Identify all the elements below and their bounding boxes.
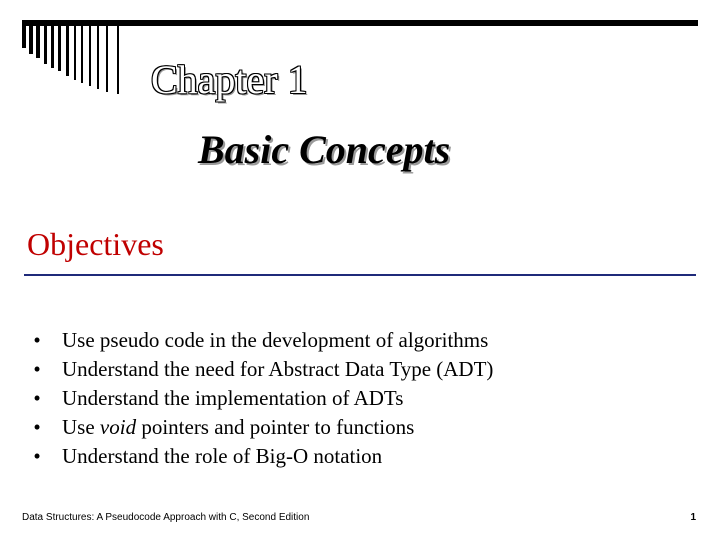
emphasized-keyword: void [99, 415, 137, 439]
heading-underline [24, 274, 696, 276]
section-heading: Objectives [27, 226, 164, 262]
chapter-title: Chapter 1 [151, 57, 308, 102]
bullet-icon: • [33, 357, 41, 381]
page-number: 1 [690, 512, 696, 523]
list-item-text: Understand the implementation of ADTs [62, 386, 404, 410]
footer-text: Data Structures: A Pseudocode Approach with C, Second Edition [22, 512, 310, 523]
header-rule [22, 20, 698, 26]
bullet-icon: • [33, 386, 41, 410]
text-after: pointers and pointer to functions [136, 415, 415, 439]
bullet-icon: • [33, 328, 41, 352]
list-item-text [62, 413, 414, 442]
bullet-icon: • [33, 415, 41, 439]
bullet-icon: • [33, 444, 41, 468]
list-item-text: Understand the need for Abstract Data Type (ADT) [62, 357, 494, 381]
text-before: Use [62, 415, 100, 439]
slide-title: Basic Concepts [198, 127, 451, 172]
list-item-text: Use pseudo code in the development of algorithms [62, 328, 489, 352]
list-item-text: Understand the role of Big-O notation [62, 444, 383, 468]
